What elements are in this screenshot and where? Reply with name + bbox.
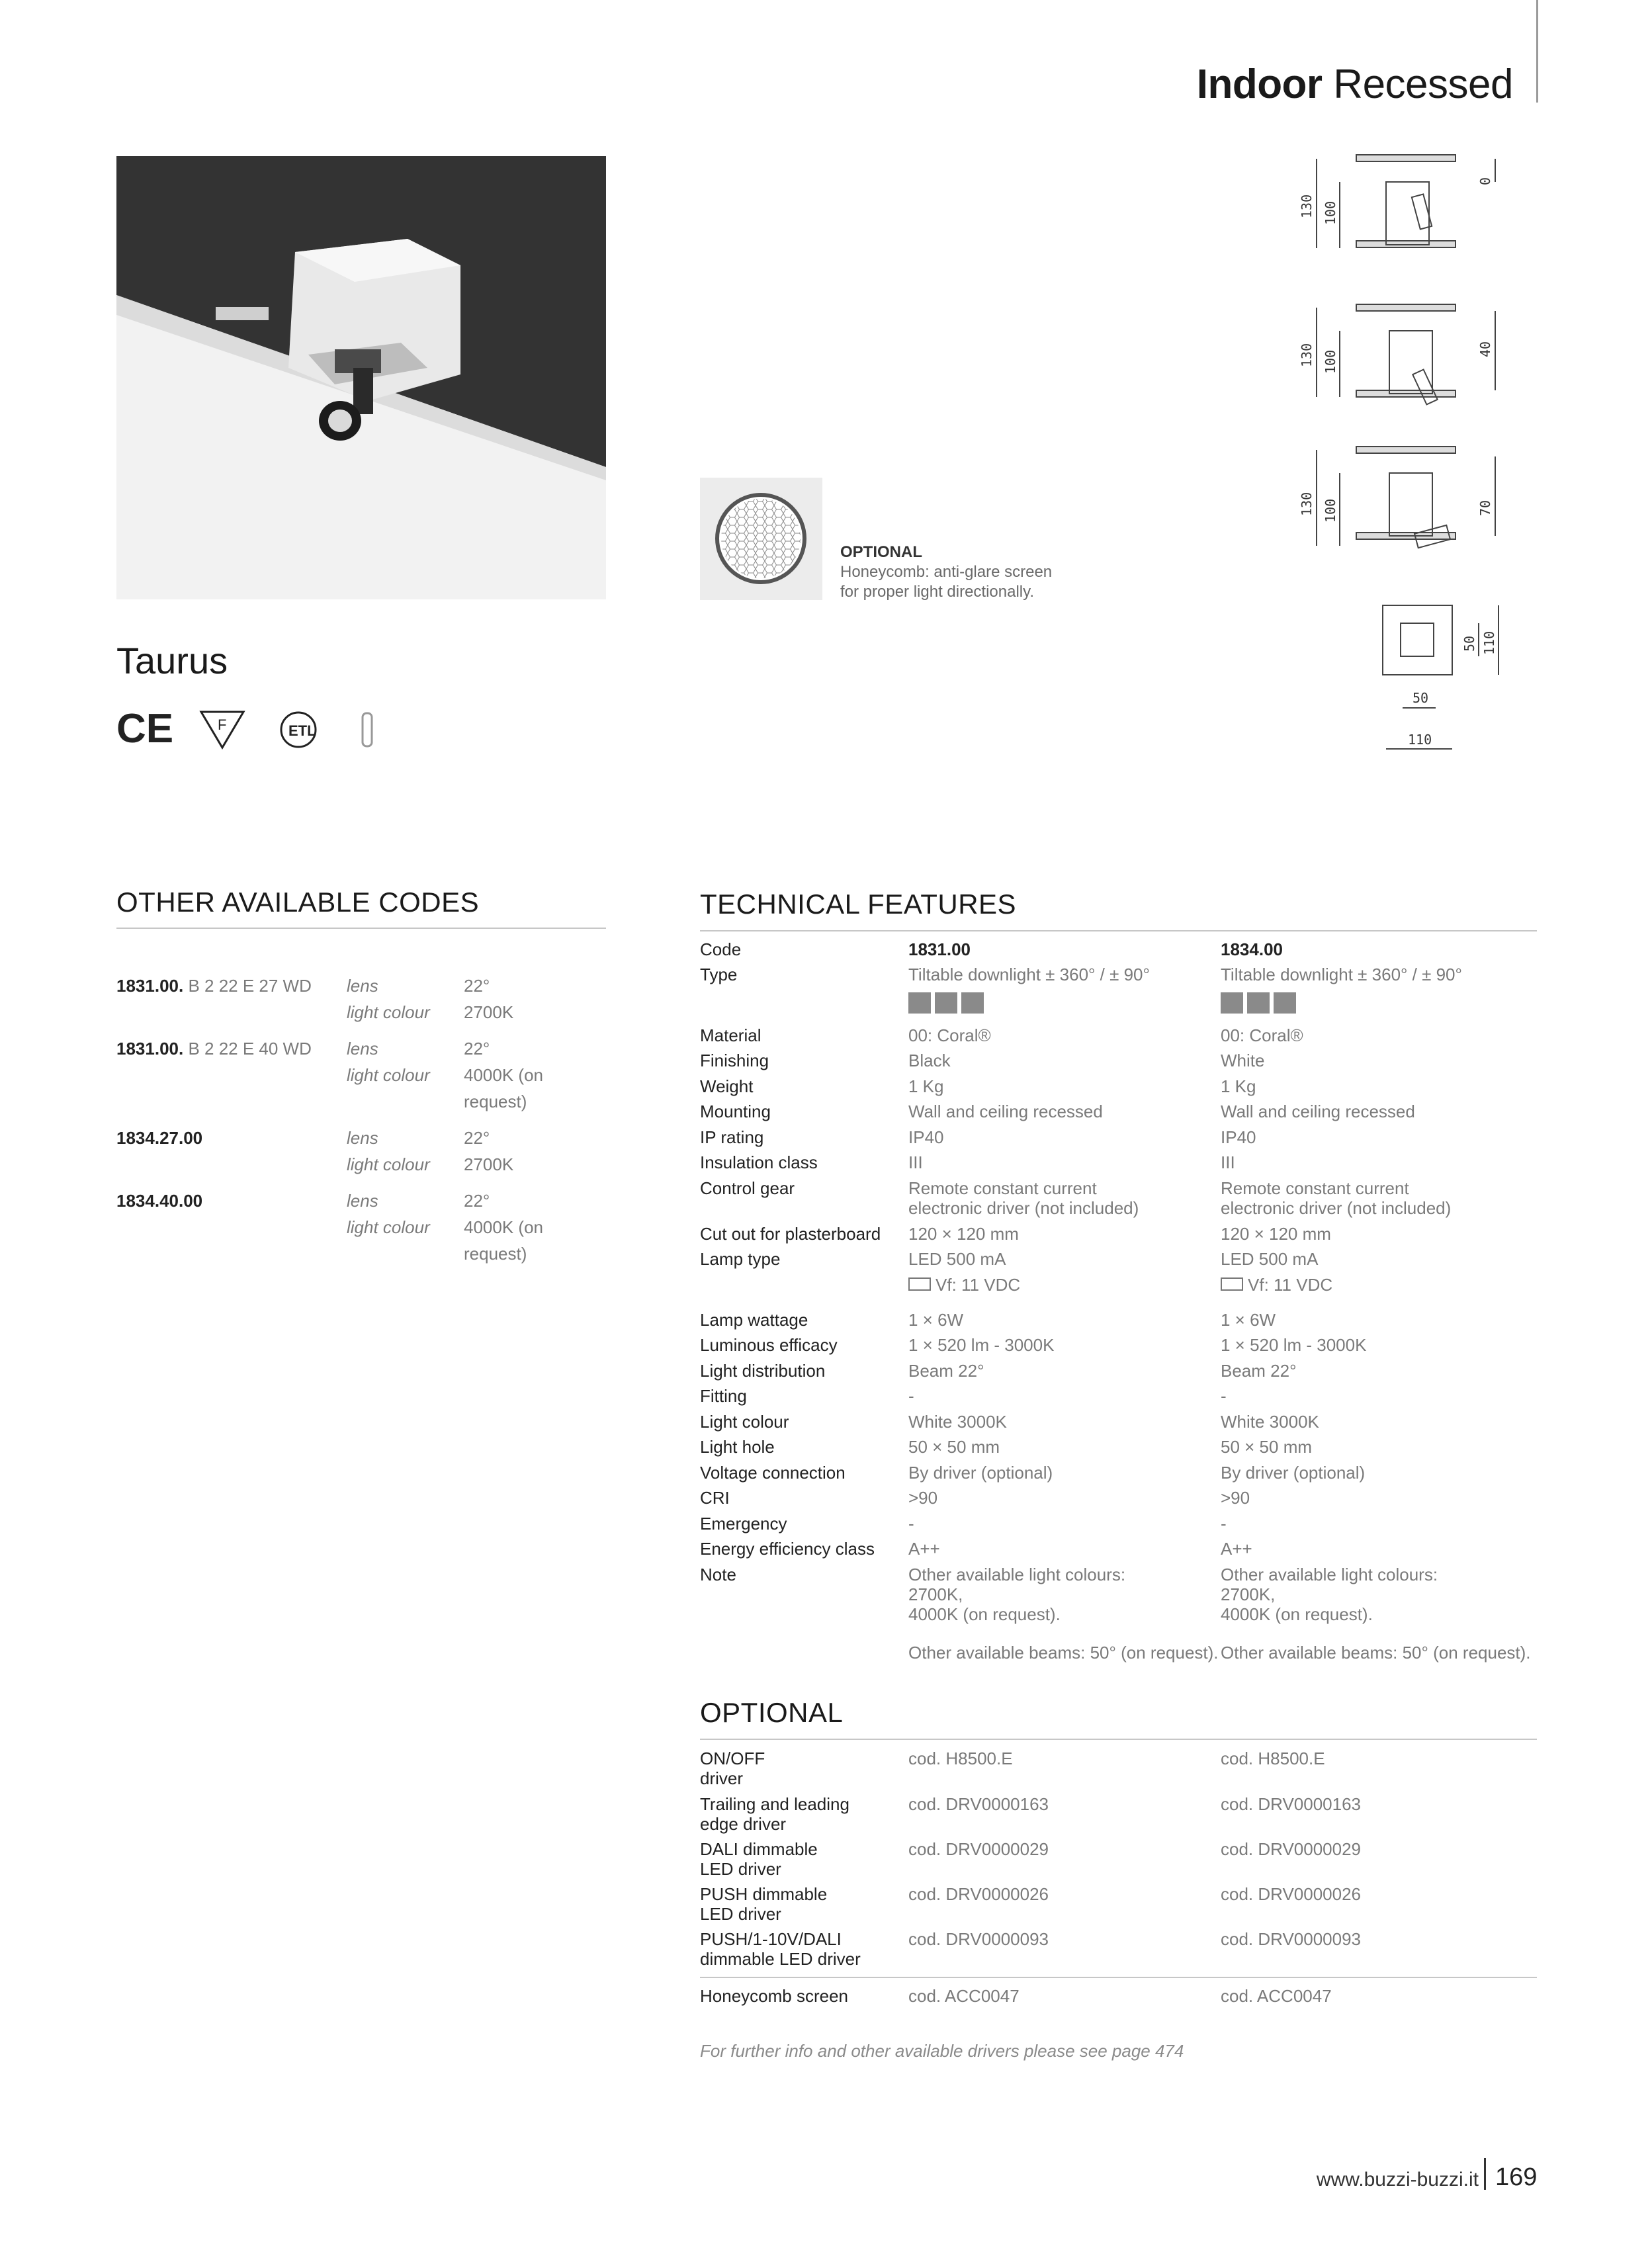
tf-label: Note <box>700 1565 736 1584</box>
dim-offset-1: 0 <box>1477 177 1493 185</box>
tf-value-b: 50 × 50 mm <box>1221 1437 1313 1457</box>
code-key: lens <box>347 976 378 996</box>
tilt-icon <box>961 992 984 1014</box>
opt-code-b: cod. DRV0000029 <box>1221 1839 1362 1859</box>
code-key: light colour <box>347 1154 430 1174</box>
tf-value-b: Beam 22° <box>1221 1361 1297 1381</box>
tf-value-a: Tiltable downlight ± 360° / ± 90° <box>908 965 1150 984</box>
honeycomb-image <box>700 478 822 600</box>
tf-value-a: Vf: 11 VDC <box>935 1275 1021 1295</box>
category-rest: Recessed <box>1333 62 1513 107</box>
tf-label: Mounting <box>700 1102 771 1121</box>
tf-value-b: White 3000K <box>1221 1412 1319 1432</box>
optional-note-title: OPTIONAL <box>840 543 922 561</box>
opt-code-a: cod. DRV0000163 <box>908 1794 1049 1814</box>
code-value: 2700K <box>464 1002 514 1022</box>
tf-value-b: 120 × 120 mm <box>1221 1224 1331 1244</box>
category-bold: Indoor <box>1196 62 1323 107</box>
drivers-footnote: For further info and other available drivers please see page 474 <box>700 2041 1184 2061</box>
tf-value-b: - <box>1221 1514 1227 1534</box>
tf-value-a: >90 <box>908 1488 938 1508</box>
tf-value-b: 1 × 520 lm - 3000K <box>1221 1335 1367 1355</box>
product-name: Taurus <box>116 640 228 681</box>
svg-text:ETL: ETL <box>288 722 316 739</box>
dim-height-outer-2: 130 <box>1299 343 1315 367</box>
opt-code-b: cod. DRV0000093 <box>1221 1929 1362 1949</box>
dim-height-inner-2: 100 <box>1323 349 1338 374</box>
tf-value-b: III <box>1221 1152 1235 1172</box>
wall-recessed-icon <box>1247 992 1270 1014</box>
tf-value-a: - <box>908 1386 914 1406</box>
page-number: 169 <box>1495 2163 1538 2191</box>
certification-marks <box>116 707 408 753</box>
code-value: 4000K (on request) <box>464 1065 543 1111</box>
opt-code-a: cod. DRV0000026 <box>908 1884 1049 1904</box>
led-module-icon <box>908 1277 931 1291</box>
tf-label: Type <box>700 965 738 984</box>
opt-code-a: cod. ACC0047 <box>908 1986 1020 2006</box>
ceiling-recessed-icon <box>908 992 931 1014</box>
tf-value-b: 1 × 6W <box>1221 1310 1276 1330</box>
tf-value-a: 1831.00 <box>908 939 971 959</box>
product-photo <box>116 156 606 599</box>
tf-value-a: Other available light colours: 2700K, 4000K (on request). <box>908 1565 1126 1624</box>
opt-code-b: cod. H8500.E <box>1221 1749 1325 1768</box>
code-value: 22° <box>464 1039 490 1059</box>
tf-value-a: A++ <box>908 1539 940 1559</box>
code-key: lens <box>347 1191 378 1211</box>
opt-label: PUSH/1-10V/DALI dimmable LED driver <box>700 1929 861 1969</box>
dim-hole-height: 50 <box>1461 635 1477 652</box>
tf-value-b: 1834.00 <box>1221 939 1283 959</box>
code-key: lens <box>347 1128 378 1148</box>
tf-label: Lamp type <box>700 1249 781 1269</box>
optional-note-line2: for proper light directionally. <box>840 583 1035 601</box>
dim-height-inner-3: 100 <box>1323 498 1338 523</box>
dimension-drawings <box>1277 146 1528 774</box>
opt-code-b: cod. ACC0047 <box>1221 1986 1332 2006</box>
tf-value-a: 1 × 520 lm - 3000K <box>908 1335 1055 1355</box>
tf-value-b: Vf: 11 VDC <box>1248 1275 1333 1295</box>
type-icons-a <box>908 992 984 1014</box>
technical-title: TECHNICAL FEATURES <box>700 888 1017 920</box>
tf-label: Code <box>700 939 742 959</box>
tf-label: Energy efficiency class <box>700 1539 875 1559</box>
tf-value-b: Other available light colours: 2700K, 4000K (on request). <box>1221 1565 1438 1624</box>
class-iii-icon <box>363 713 372 746</box>
tf-value-a: Other available beams: 50° (on request). <box>908 1643 1219 1663</box>
opt-code-a: cod. DRV0000093 <box>908 1929 1049 1949</box>
dim-height-inner-1: 100 <box>1323 200 1338 225</box>
code-key: lens <box>347 1039 378 1059</box>
tf-value-a: White 3000K <box>908 1412 1007 1432</box>
ce-mark-icon: CE <box>116 707 174 752</box>
tf-value-a: IP40 <box>908 1127 944 1147</box>
website-link[interactable]: www.buzzi-buzzi.it <box>1316 2169 1479 2190</box>
tf-label: Insulation class <box>700 1152 818 1172</box>
opt-label: PUSH dimmable LED driver <box>700 1884 828 1924</box>
tf-label: Fitting <box>700 1386 747 1406</box>
tf-label: Luminous efficacy <box>700 1335 838 1355</box>
svg-text:F: F <box>218 716 227 733</box>
optional-note <box>840 542 1052 602</box>
opt-code-b: cod. DRV0000026 <box>1221 1884 1362 1904</box>
f-mark-icon <box>201 712 243 748</box>
optional-divider <box>700 1977 1537 1978</box>
code-value: 22° <box>464 976 490 996</box>
tf-value-a: By driver (optional) <box>908 1463 1053 1483</box>
led-module-icon <box>1221 1277 1243 1291</box>
tf-label: Voltage connection <box>700 1463 846 1483</box>
dim-outer-height: 110 <box>1481 630 1497 655</box>
tf-value-a: 120 × 120 mm <box>908 1224 1019 1244</box>
page-category <box>1197 61 1513 108</box>
tf-value-b: 00: Coral® <box>1221 1025 1303 1045</box>
tf-value-a: Beam 22° <box>908 1361 984 1381</box>
opt-label: Trailing and leading edge driver <box>700 1794 849 1834</box>
code-number: 1831.00. <box>116 976 184 996</box>
tf-value-b: A++ <box>1221 1539 1252 1559</box>
tf-label: Light hole <box>700 1437 775 1457</box>
tf-value-b: Remote constant current electronic driver (not included) <box>1221 1178 1452 1218</box>
dim-height-outer-1: 130 <box>1299 194 1315 218</box>
code-number: 1834.27.00 <box>116 1128 203 1148</box>
tf-value-a: 50 × 50 mm <box>908 1437 1000 1457</box>
opt-code-a: cod. H8500.E <box>908 1749 1013 1768</box>
tf-value-a: LED 500 mA <box>908 1249 1006 1269</box>
tf-value-b: Wall and ceiling recessed <box>1221 1102 1415 1121</box>
tf-label: IP rating <box>700 1127 764 1147</box>
dim-offset-3: 70 <box>1477 499 1493 516</box>
dim-hole-width: 50 <box>1413 690 1429 706</box>
tf-value-a: 00: Coral® <box>908 1025 991 1045</box>
tf-label: Finishing <box>700 1051 769 1070</box>
tf-value-a: - <box>908 1514 914 1534</box>
code-key: light colour <box>347 1217 430 1237</box>
dim-outer-width: 110 <box>1408 732 1432 748</box>
tf-value-a: III <box>908 1152 923 1172</box>
code-number: 1831.00. <box>116 1039 184 1059</box>
tf-label: Control gear <box>700 1178 795 1198</box>
tf-value-b: IP40 <box>1221 1127 1256 1147</box>
code-key: light colour <box>347 1002 430 1022</box>
ceiling-recessed-icon <box>1221 992 1243 1014</box>
code-value: 22° <box>464 1128 490 1148</box>
header-divider <box>1536 0 1538 103</box>
technical-rule <box>700 930 1537 931</box>
code-key: light colour <box>347 1065 430 1085</box>
optional-note-line1: Honeycomb: anti-glare screen <box>840 563 1053 581</box>
tf-value-b: By driver (optional) <box>1221 1463 1366 1483</box>
opt-label: ON/OFF driver <box>700 1749 765 1788</box>
code-value: 4000K (on request) <box>464 1217 543 1264</box>
other-codes-rule <box>116 928 606 929</box>
tf-value-a: Remote constant current electronic driver (not included) <box>908 1178 1139 1218</box>
optional-rule <box>700 1739 1537 1740</box>
tf-value-a: Black <box>908 1051 951 1070</box>
opt-label: Honeycomb screen <box>700 1986 848 2006</box>
tf-value-a: Wall and ceiling recessed <box>908 1102 1103 1121</box>
tf-value-b: Tiltable downlight ± 360° / ± 90° <box>1221 965 1462 984</box>
opt-label: DALI dimmable LED driver <box>700 1839 818 1879</box>
etl-mark-icon <box>281 713 316 747</box>
tf-label: CRI <box>700 1488 730 1508</box>
wall-recessed-icon <box>935 992 957 1014</box>
tf-value-b: LED 500 mA <box>1221 1249 1319 1269</box>
tf-label: Light distribution <box>700 1361 826 1381</box>
type-icons-b <box>1221 992 1296 1014</box>
tf-value-a: 1 Kg <box>908 1076 944 1096</box>
code-suffix: B 2 22 E 27 WD <box>188 976 312 996</box>
code-suffix: B 2 22 E 40 WD <box>188 1039 312 1059</box>
code-number: 1834.40.00 <box>116 1191 203 1211</box>
tf-label: Material <box>700 1025 761 1045</box>
tilt-icon <box>1274 992 1296 1014</box>
tf-value-b: - <box>1221 1386 1227 1406</box>
dim-height-outer-3: 130 <box>1299 492 1315 516</box>
tf-value-b: Other available beams: 50° (on request). <box>1221 1643 1531 1663</box>
opt-code-b: cod. DRV0000163 <box>1221 1794 1362 1814</box>
tf-value-b: >90 <box>1221 1488 1250 1508</box>
tf-label: Emergency <box>700 1514 787 1534</box>
dim-offset-2: 40 <box>1477 341 1493 357</box>
opt-code-a: cod. DRV0000029 <box>908 1839 1049 1859</box>
code-value: 22° <box>464 1191 490 1211</box>
code-value: 2700K <box>464 1154 514 1174</box>
tf-value-b: 1 Kg <box>1221 1076 1256 1096</box>
tf-label: Light colour <box>700 1412 789 1432</box>
page-number-divider <box>1484 2158 1486 2190</box>
tf-label: Weight <box>700 1076 754 1096</box>
tf-label: Cut out for plasterboard <box>700 1224 881 1244</box>
tf-value-a: 1 × 6W <box>908 1310 964 1330</box>
tf-label: Lamp wattage <box>700 1310 808 1330</box>
optional-title: OPTIONAL <box>700 1697 844 1728</box>
other-codes-title: OTHER AVAILABLE CODES <box>116 887 480 918</box>
tf-value-b: White <box>1221 1051 1265 1070</box>
